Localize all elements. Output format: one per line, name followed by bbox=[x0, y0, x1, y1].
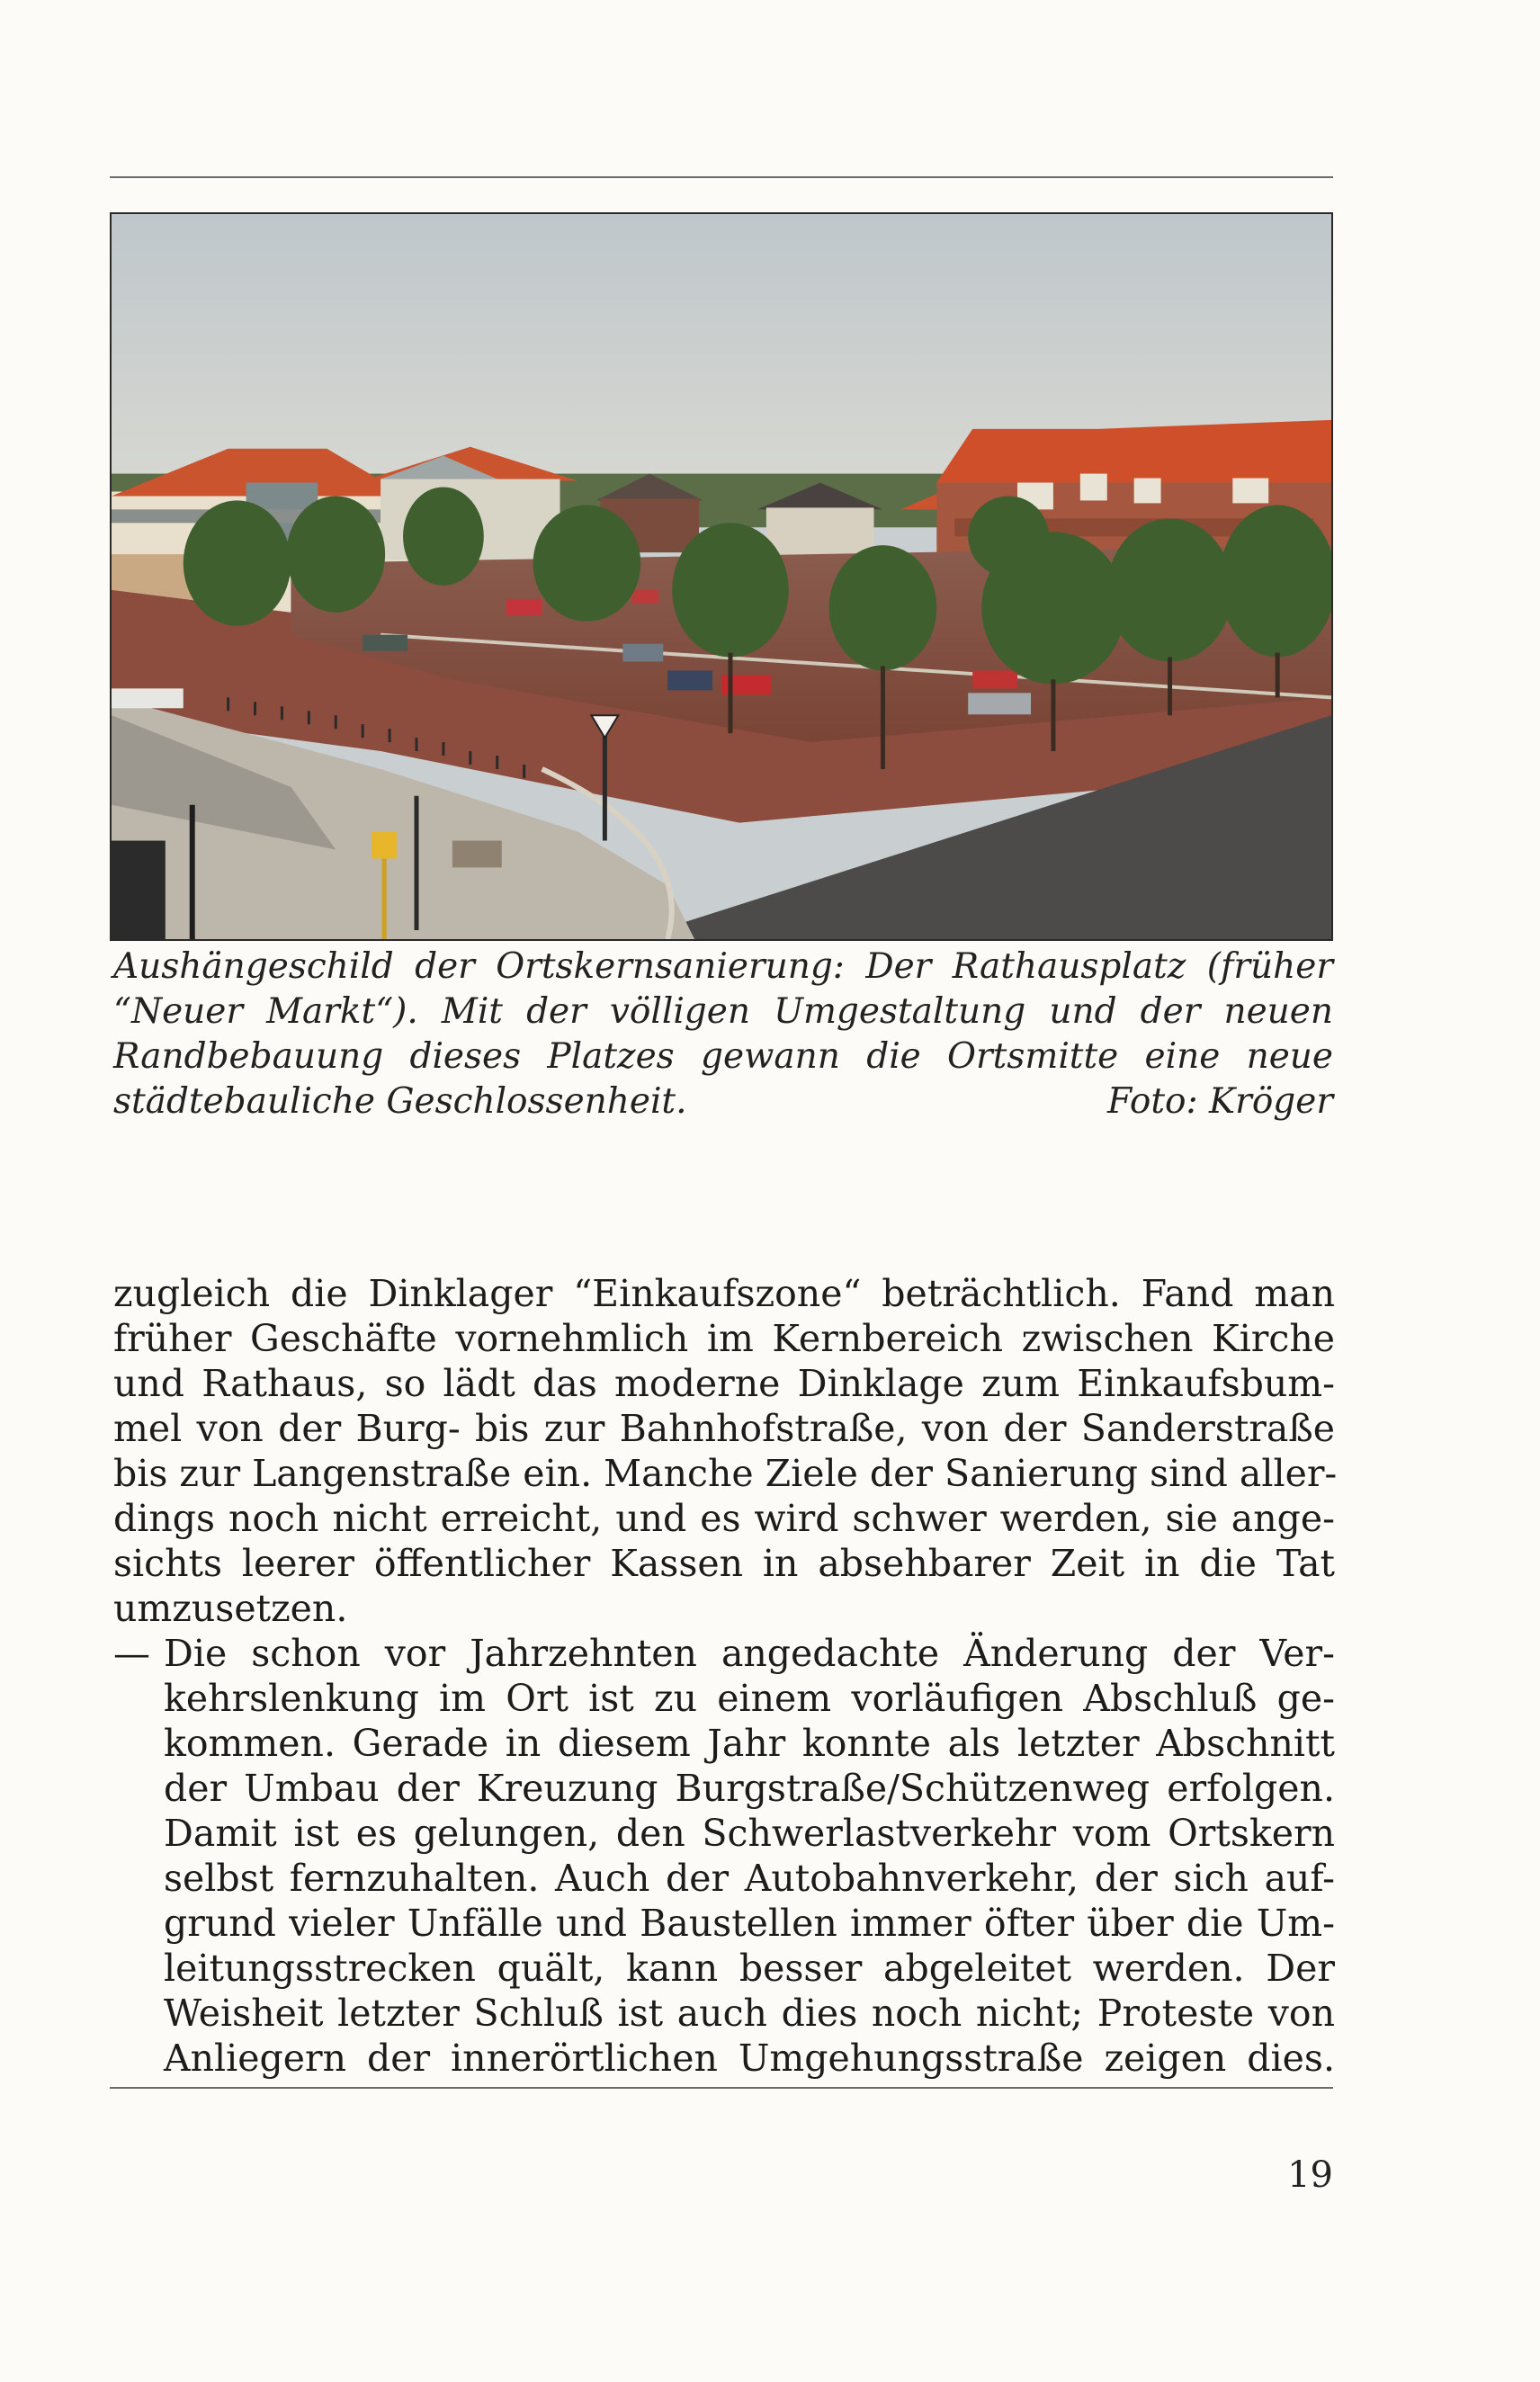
paragraph-line: Weisheit letzter Schluß ist auch dies noch nicht; Proteste von bbox=[164, 1992, 1335, 2035]
paragraph-line: mel von der Burg- bis zur Bahnhofstraße, von der Sanderstraße bbox=[113, 1407, 1335, 1450]
paragraph-line: zugleich die Dinklager “Einkaufszone“ beträchtlich. Fand man bbox=[113, 1272, 1335, 1315]
paragraph-line: der Umbau der Kreuzung Burgstraße/Schützenweg erfolgen. bbox=[164, 1767, 1335, 1810]
paragraph-line: Die schon vor Jahrzehnten angedachte Änderung der Ver- bbox=[164, 1632, 1335, 1675]
top-rule bbox=[110, 176, 1333, 178]
photo-credit: Foto: Kröger bbox=[1106, 1081, 1333, 1122]
caption-last-line bbox=[113, 1079, 1333, 1124]
paragraph-line: leitungsstrecken quält, kann besser abgeleitet werden. Der bbox=[164, 1947, 1335, 1990]
dash-paragraph-first-line bbox=[113, 1631, 1335, 1676]
body-text bbox=[113, 1271, 1338, 2081]
photo-caption bbox=[113, 945, 1333, 1124]
paragraph-line: und Rathaus, so lädt das moderne Dinklage zum Einkaufsbum- bbox=[113, 1362, 1335, 1405]
caption-line: “Neuer Markt“). Mit der völligen Umgestaltung und der neuen bbox=[113, 991, 1333, 1032]
paragraph-line: umzusetzen. bbox=[113, 1587, 348, 1630]
town-square-photo bbox=[110, 212, 1333, 941]
paragraph-line: bis zur Langenstraße ein. Manche Ziele der Sanierung sind aller- bbox=[113, 1452, 1338, 1495]
photo-illustration bbox=[112, 214, 1331, 939]
paragraph-line: Damit ist es gelungen, den Schwerlastverkehr vom Ortskern bbox=[164, 1812, 1335, 1855]
paragraph-line: selbst fernzuhalten. Auch der Autobahnverkehr, der sich auf- bbox=[164, 1857, 1335, 1900]
paragraph-line: kehrslenkung im Ort ist zu einem vorläufigen Abschluß ge- bbox=[164, 1677, 1335, 1720]
flower-planter bbox=[452, 841, 502, 868]
paragraph-line: früher Geschäfte vornehmlich im Kernbereich zwischen Kirche bbox=[113, 1317, 1335, 1360]
paragraph-line: sichts leerer öffentlicher Kassen in absehbarer Zeit in die Tat bbox=[113, 1542, 1335, 1585]
paragraph-line: grund vieler Unfälle und Baustellen immer öfter über die Um- bbox=[164, 1902, 1335, 1945]
caption-line: Aushängeschild der Ortskernsanierung: Der Rathausplatz (früher bbox=[113, 946, 1333, 987]
paragraph-line: Anliegern der innerörtlichen Umgehungsstraße zeigen dies. bbox=[164, 2037, 1335, 2080]
paragraph-line: dings noch nicht erreicht, und es wird schwer werden, sie ange- bbox=[113, 1497, 1335, 1540]
caption-line: Randbebauung dieses Platzes gewann die Ortsmitte eine neue bbox=[113, 1036, 1333, 1077]
bottom-rule bbox=[110, 2087, 1333, 2089]
paragraph-line: kommen. Gerade in diesem Jahr konnte als letzter Abschnitt bbox=[164, 1722, 1335, 1765]
em-dash: — bbox=[113, 1632, 150, 1675]
page-number: 19 bbox=[1287, 2154, 1333, 2196]
caption-line: städtebauliche Geschlossenheit. bbox=[113, 1081, 687, 1122]
